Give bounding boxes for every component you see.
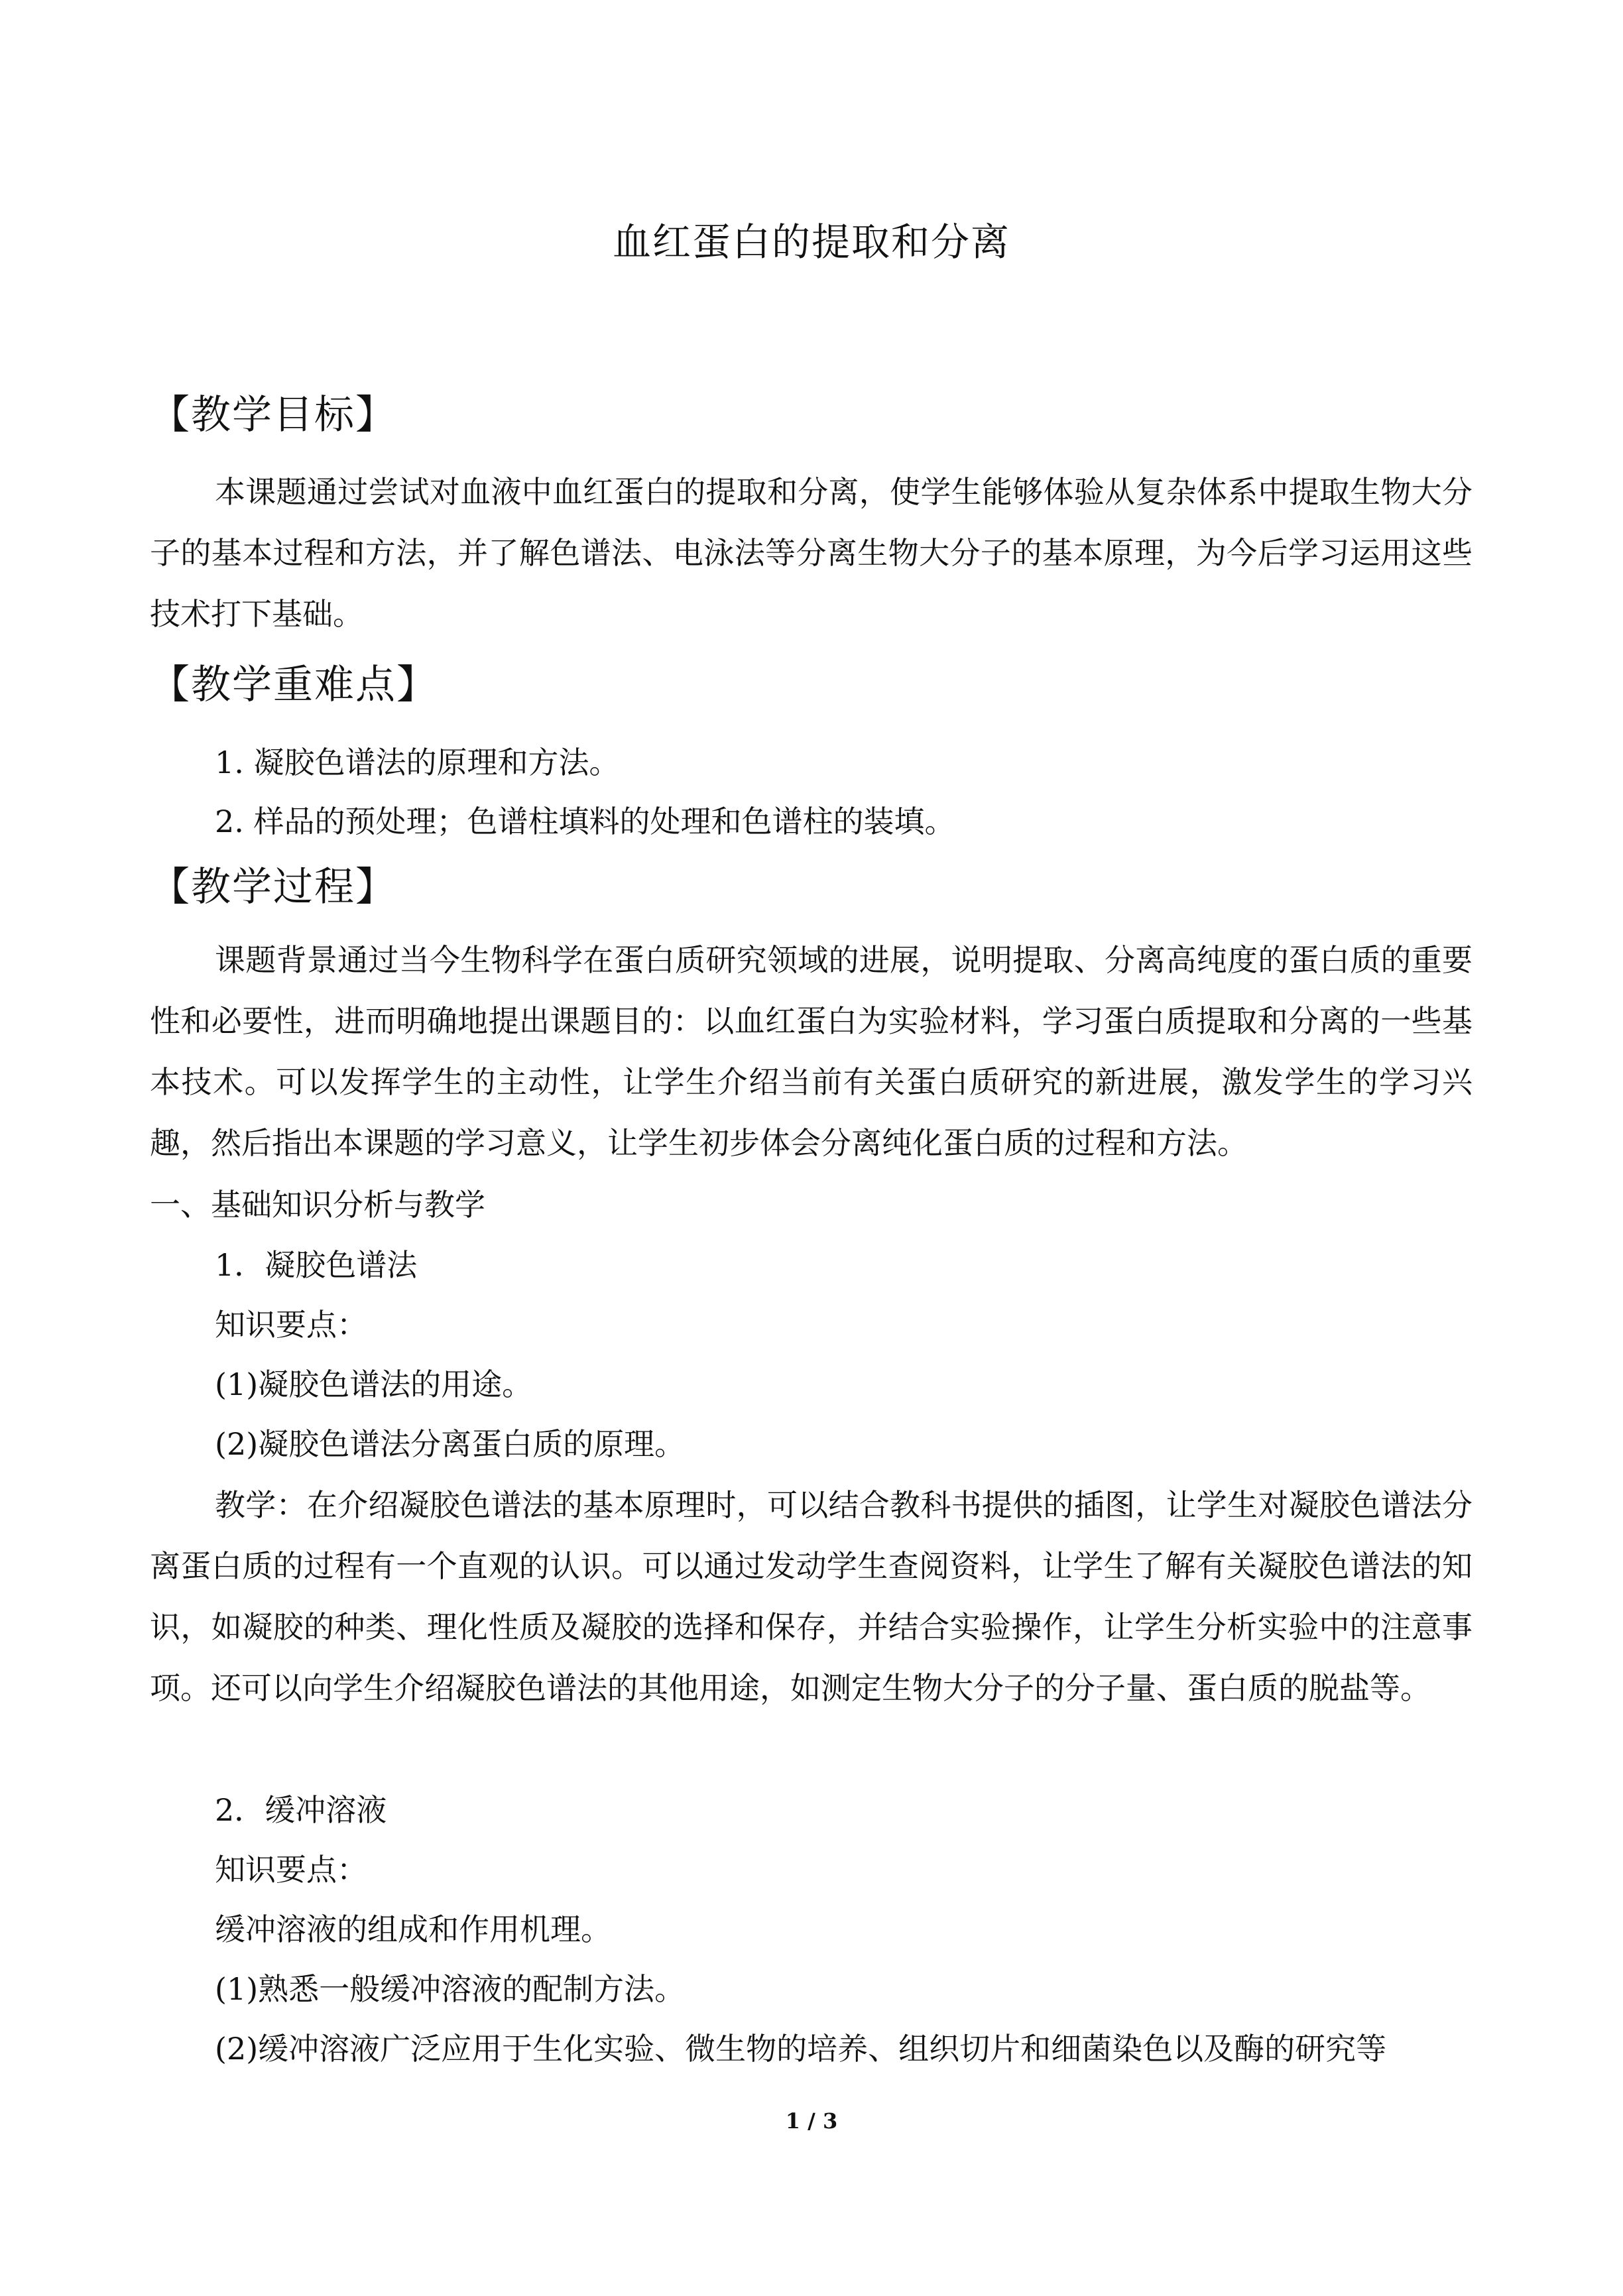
item2-point-1: (1)熟悉一般缓冲溶液的配制方法。: [215, 1971, 686, 2007]
item1-points-label: 知识要点：: [215, 1307, 367, 1343]
goals-paragraph: 本课题通过尝试对血液中血红蛋白的提取和分离，使学生能够体验从复杂体系中提取生物大分子的基本过程和方法，并了解色谱法、电泳法等分离生物大分子的基本原理，为今后学习运用这些技术打下基础。: [150, 474, 1473, 632]
key-point-2: 2. 样品的预处理；色谱柱填料的处理和色谱柱的装填。: [215, 804, 955, 839]
part1-heading: 一、基础知识分析与教学: [150, 1187, 485, 1223]
item2-points-label: 知识要点：: [215, 1852, 367, 1888]
process-intro-paragraph: 课题背景通过当今生物科学在蛋白质研究领域的进展，说明提取、分离高纯度的蛋白质的重要性和必要性，进而明确地提出课题目的：以血红蛋白为实验材料，学习蛋白质提取和分离的一些基本技术。可以发挥学生的主动性，让学生介绍当前有关蛋白质研究的新进展，激发学生的学习兴趣，然后指出本课题的学习意义，让学生初步体会分离纯化蛋白质的过程和方法。: [150, 942, 1473, 1161]
document-title: 血红蛋白的提取和分离: [612, 219, 1010, 265]
item1-title: 1．凝胶色谱法: [215, 1247, 418, 1283]
item2-title: 2．缓冲溶液: [215, 1792, 387, 1828]
item1-point-1: (1)凝胶色谱法的用途。: [215, 1366, 533, 1402]
key-point-1: 1. 凝胶色谱法的原理和方法。: [215, 745, 620, 780]
item2-line-1: 缓冲溶液的组成和作用机理。: [215, 1911, 611, 1947]
section-heading-goals: 【教学目标】: [150, 392, 396, 438]
section-heading-key-points: 【教学重难点】: [150, 662, 438, 708]
section-heading-process: 【教学过程】: [150, 864, 396, 910]
item2-point-2: (2)缓冲溶液广泛应用于生化实验、微生物的培养、组织切片和细菌染色以及酶的研究等: [215, 2031, 1387, 2067]
page-number: 1 / 3: [785, 2108, 838, 2134]
item1-point-2: (2)凝胶色谱法分离蛋白质的原理。: [215, 1426, 686, 1462]
item1-teaching-paragraph: 教学：在介绍凝胶色谱法的基本原理时，可以结合教科书提供的插图，让学生对凝胶色谱法分离蛋白质的过程有一个直观的认识。可以通过发动学生查阅资料，让学生了解有关凝胶色谱法的知识，如凝胶的种类、理化性质及凝胶的选择和保存，并结合实验操作，让学生分析实验中的注意事项。还可以向学生介绍凝胶色谱法的其他用途，如测定生物大分子的分子量、蛋白质的脱盐等。: [150, 1487, 1473, 1706]
